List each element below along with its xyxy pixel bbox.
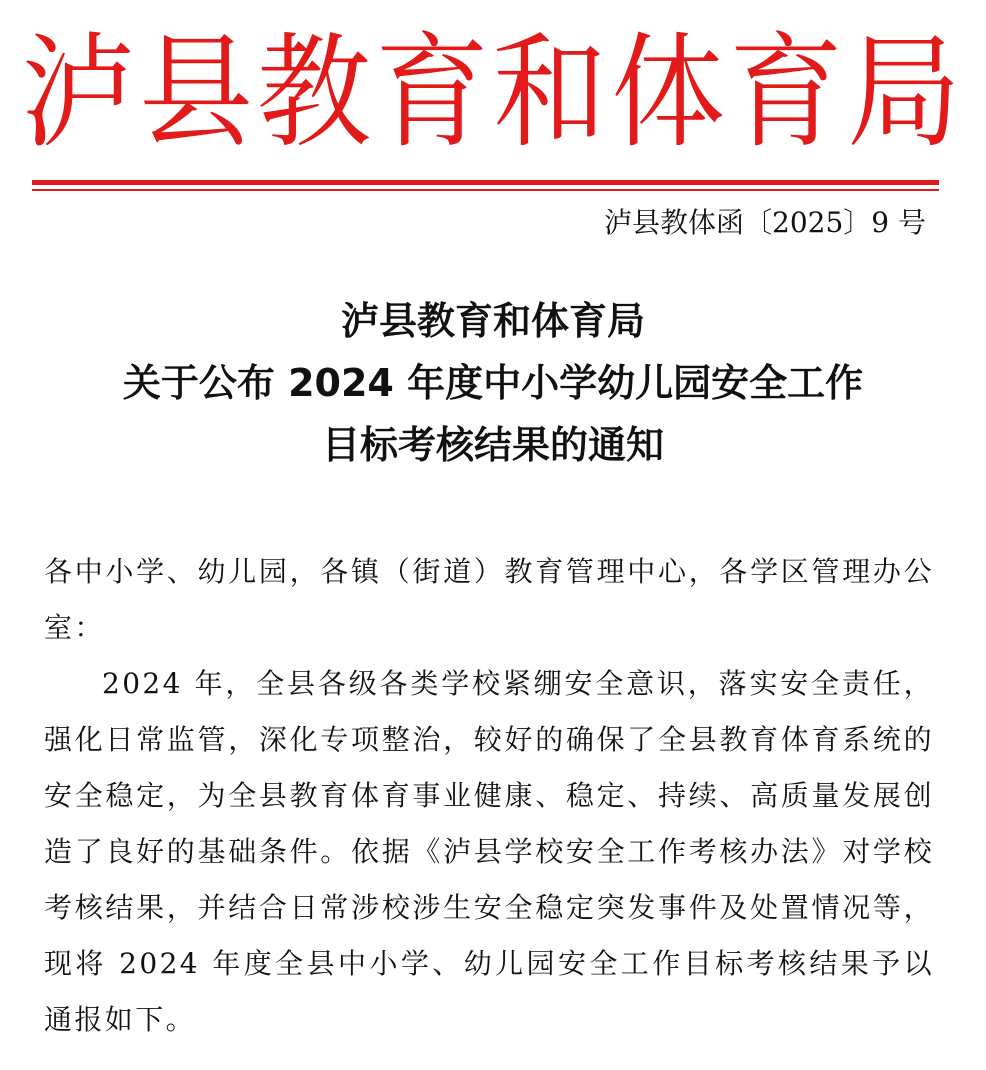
document-title — [0, 290, 986, 476]
salutation: 各中小学、幼儿园，各镇（街道）教育管理中心，各学区管理办公室： — [44, 555, 934, 644]
body-paragraph: 2024 年，全县各级各类学校紧绷安全意识，落实安全责任，强化日常监管，深化专项整治，较好的确保了全县教育体育系统的安全稳定，为全县教育体育事业健康、稳定、持续、高质量发展创造了良好的基础条件。依据《泸县学校安全工作考核办法》对学校考核结果，并结合日常涉校涉生安全稳定突发事件及处置情况等，现将 2024 年度全县中小学、幼儿园安全工作目标考核结果予以通报如下。 — [44, 667, 934, 1036]
red-divider-thin — [32, 189, 939, 191]
masthead-title: 泸县教育和体育局 — [20, 20, 965, 165]
red-divider-thick — [32, 180, 939, 185]
document-number: 泸县教体函〔2025〕9 号 — [604, 206, 926, 239]
title-line-1: 泸县教育和体育局 — [340, 299, 645, 343]
title-line-3: 目标考核结果的通知 — [321, 423, 664, 467]
title-line-2: 关于公布 2024 年度中小学幼儿园安全工作 — [122, 361, 864, 405]
document-body — [44, 544, 934, 1048]
